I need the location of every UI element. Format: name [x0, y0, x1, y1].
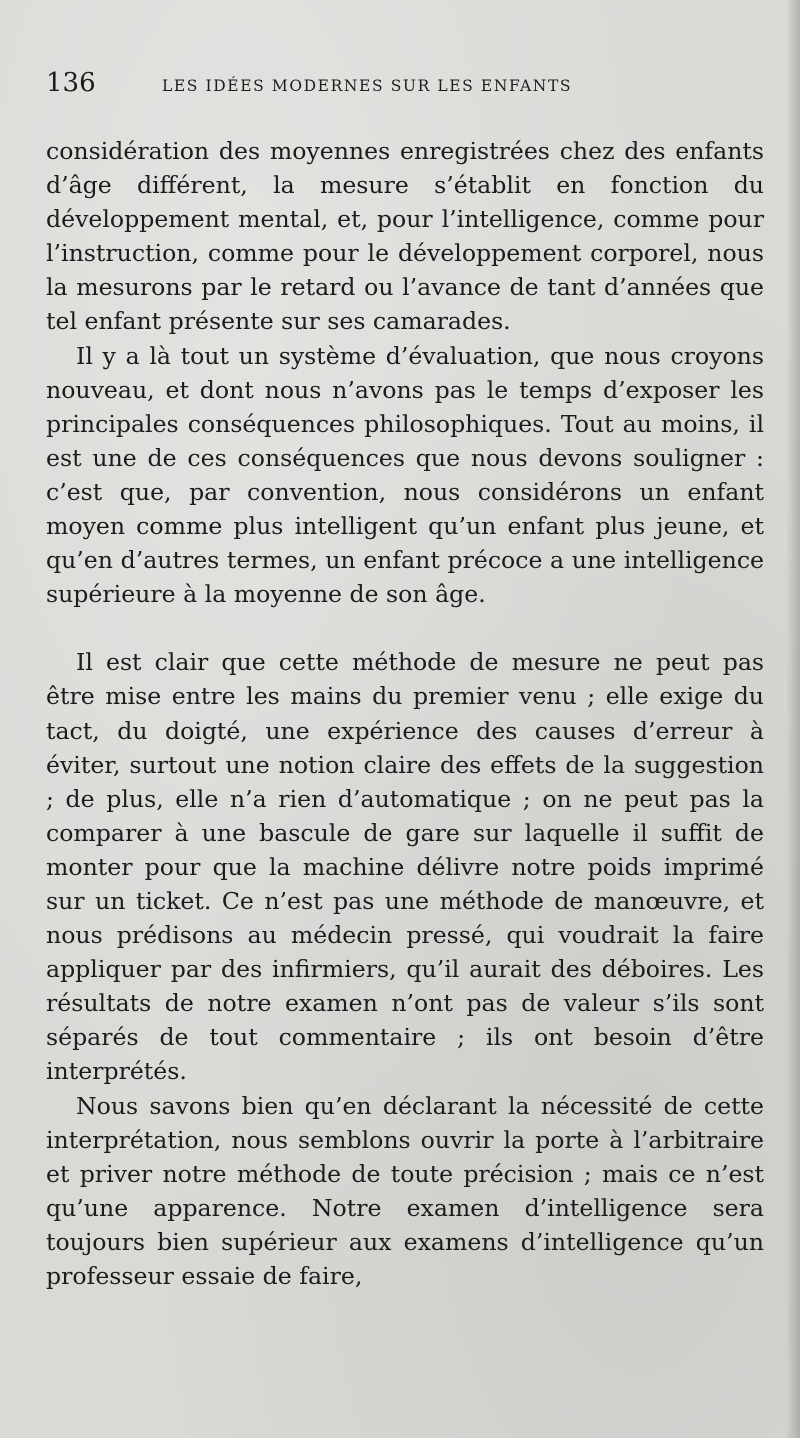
paragraph: Il est clair que cette méthode de mesure ne peut pas être mise entre les mains du premier venu ; elle exige du tact, du doigté, une expérience des causes d’erreur à éviter, surtout une notion claire des effets de la suggestion ; de plus, elle n’a rien d’automatique ; on ne peut pas la comparer à une bascule de gare sur laquelle il suffit de monter pour que la machine délivre notre poids imprimé sur un ticket. Ce n’est pas une méthode de manœuvre, et nous prédisons au médecin pressé, qui voudrait la faire appliquer par des infirmiers, qu’il aurait des déboires. Les résultats de notre examen n’ont pas de valeur s’ils sont séparés de tout commentaire ; ils ont besoin d’être interprétés. [46, 648, 764, 1086]
body-text [46, 134, 764, 1293]
page-number: 136 [46, 68, 96, 98]
running-title: LES IDÉES MODERNES SUR LES ENFANTS [162, 77, 573, 95]
paragraph-continued: considération des moyennes enregistrées chez des enfants d’âge différent, la mesure s’établit en fonction du développement mental, et, pour l’intelligence, comme pour l’instruction, comme pour le développement corporel, nous la mesurons par le retard ou l’avance de tant d’années que tel enfant présente sur ses camarades. [46, 137, 764, 336]
running-head [46, 68, 764, 116]
paragraph: Nous savons bien qu’en déclarant la nécessité de cette interprétation, nous semblons ouvrir la porte à l’arbitraire et priver notre méthode de toute précision ; mais ce n’est qu’une apparence. Notre examen d’intelligence sera toujours bien supérieur aux examens d’intelligence qu’un professeur essaie de faire, [46, 1091, 764, 1290]
paragraph: Il y a là tout un système d’évaluation, que nous croyons nouveau, et dont nous n’avons pas le temps d’exposer les principales conséquences philosophiques. Tout au moins, il est une de ces conséquences que nous devons souligner : c’est que, par convention, nous considérons un enfant moyen comme plus intelligent qu’un enfant plus jeune, et qu’en d’autres termes, un enfant précoce a une intelligence supérieure à la moyenne de son âge. [46, 341, 764, 609]
